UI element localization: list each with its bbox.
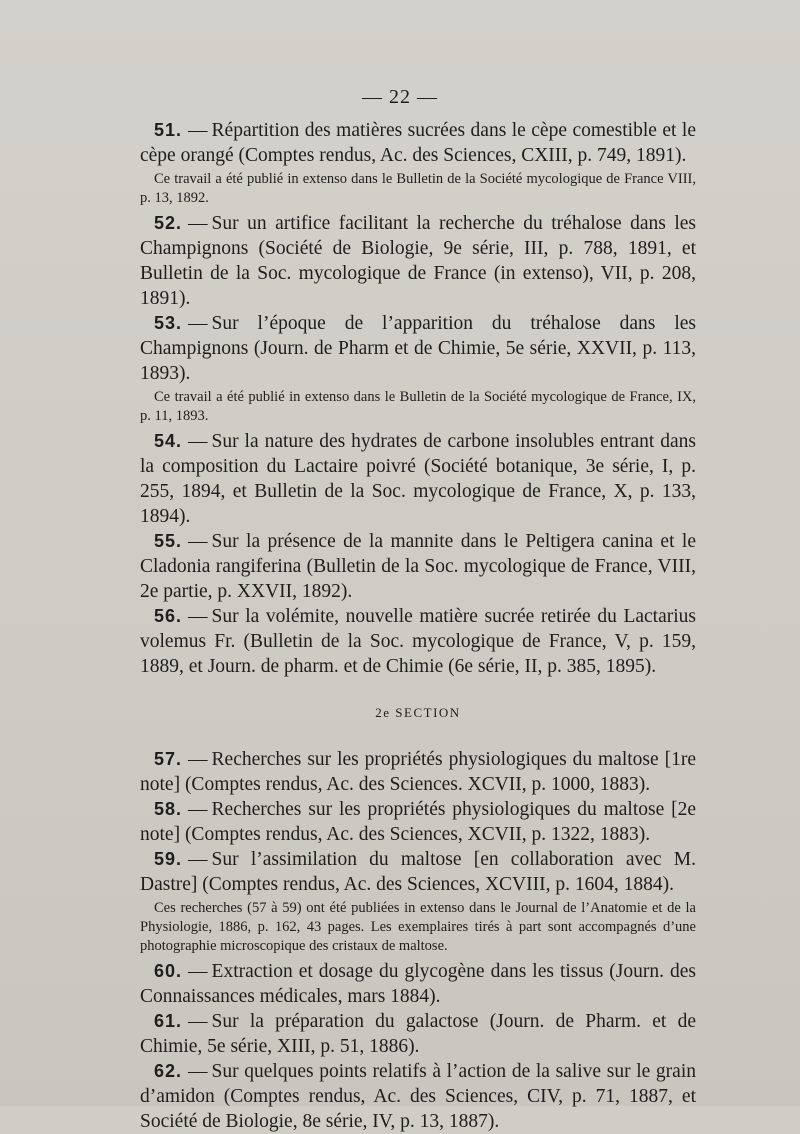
entry-text: Sur l’époque de l’apparition du tréhalose dans les Champignons (Journ. de Pharm et de Chimie, 5e série, XXVII, p. 113, 1893).	[140, 313, 696, 384]
bibliography-entry: 56. — Sur la volémite, nouvelle matière sucrée retirée du Lactarius volemus Fr. (Bulletin de la Soc. mycologique de France, V, p. 159, 1889, et Journ. de pharm. et de Chimie (6e série, II, p. 385, 1895).	[140, 606, 696, 677]
bibliography-entry: 51. — Répartition des matières sucrées dans le cèpe comestible et le cèpe orangé (Comptes rendus, Ac. des Sciences, CXIII, p. 749, 1891).	[140, 120, 696, 166]
entries-list-part2	[140, 747, 696, 1134]
entry-number: 51.	[154, 120, 183, 140]
entry-number: 54.	[154, 431, 183, 451]
page-number: — 22 —	[362, 86, 438, 108]
bibliography-entry: 59. — Sur l’assimilation du maltose [en collaboration avec M. Dastre] (Comptes rendus, Ac. des Sciences, XCVIII, p. 1604, 1884).	[140, 849, 696, 895]
entry-number: 53.	[154, 313, 183, 333]
entries-list-part1	[140, 118, 696, 679]
entry-number: 52.	[154, 213, 183, 233]
entry-note: Ce travail a été publié in extenso dans le Bulletin de la Société mycologique de France, IX, p. 11, 1893.	[140, 389, 696, 424]
bibliography-entry: 60. — Extraction et dosage du glycogène dans les tissus (Journ. des Connaissances médicales, mars 1884).	[140, 961, 696, 1007]
entry-text: Recherches sur les propriétés physiologiques du maltose [2e note] (Comptes rendus, Ac. des Sciences, XCVII, p. 1322, 1883).	[140, 799, 696, 845]
section-heading: 2e SECTION	[375, 705, 461, 720]
entry-text: Sur un artifice facilitant la recherche du tréhalose dans les Champignons (Société de Biologie, 9e série, III, p. 788, 1891, et Bulletin de la Soc. mycologique de France (in extenso), VII, p. 208, 1891).	[140, 213, 696, 309]
entry-text: Sur la préparation du galactose (Journ. de Pharm. et de Chimie, 5e série, XIII, p. 51, 1886).	[140, 1011, 696, 1057]
entry-number: 62.	[154, 1061, 183, 1081]
entry-text: Sur la volémite, nouvelle matière sucrée retirée du Lactarius volemus Fr. (Bulletin de la Soc. mycologique de France, V, p. 159, 1889, et Journ. de pharm. et de Chimie (6e série, II, p. 385, 1895).	[140, 606, 696, 677]
bibliography-entry: 57. — Recherches sur les propriétés physiologiques du maltose [1re note] (Comptes rendus, Ac. des Sciences. XCVII, p. 1000, 1883).	[140, 749, 696, 795]
bibliography-entry: 58. — Recherches sur les propriétés physiologiques du maltose [2e note] (Comptes rendus, Ac. des Sciences, XCVII, p. 1322, 1883).	[140, 799, 696, 845]
document-body	[140, 118, 696, 1134]
entry-note: Ce travail a été publié in extenso dans le Bulletin de la Société mycologique de France VIII, p. 13, 1892.	[140, 171, 696, 206]
entry-number: 57.	[154, 749, 183, 769]
entry-number: 59.	[154, 849, 183, 869]
entry-text: Sur la nature des hydrates de carbone insolubles entrant dans la composition du Lactaire poivré (Société botanique, 3e série, I, p. 255, 1894, et Bulletin de la Soc. mycologique de France, X, p. 133, 1894).	[140, 431, 696, 527]
bibliography-entry: 52. — Sur un artifice facilitant la recherche du tréhalose dans les Champignons (Société de Biologie, 9e série, III, p. 788, 1891, et Bulletin de la Soc. mycologique de France (in extenso), VII, p. 208, 1891).	[140, 213, 696, 309]
entry-text: Recherches sur les propriétés physiologiques du maltose [1re note] (Comptes rendus, Ac. des Sciences. XCVII, p. 1000, 1883).	[140, 749, 696, 795]
entry-number: 60.	[154, 961, 183, 981]
entry-text: Extraction et dosage du glycogène dans les tissus (Journ. des Connaissances médicales, mars 1884).	[140, 961, 696, 1007]
entry-number: 58.	[154, 799, 183, 819]
entry-text: Répartition des matières sucrées dans le cèpe comestible et le cèpe orangé (Comptes rendus, Ac. des Sciences, CXIII, p. 749, 1891).	[140, 120, 696, 166]
entry-number: 56.	[154, 606, 183, 626]
bibliography-entry: 54. — Sur la nature des hydrates de carbone insolubles entrant dans la composition du Lactaire poivré (Société botanique, 3e série, I, p. 255, 1894, et Bulletin de la Soc. mycologique de France, X, p. 133, 1894).	[140, 431, 696, 527]
entry-number: 61.	[154, 1011, 183, 1031]
entry-text: Sur la présence de la mannite dans le Peltigera canina et le Cladonia rangiferina (Bulletin de la Soc. mycologique de France, VIII, 2e partie, p. XXVII, 1892).	[140, 531, 696, 602]
bibliography-entry: 62. — Sur quelques points relatifs à l’action de la salive sur le grain d’amidon (Comptes rendus, Ac. des Sciences, CIV, p. 71, 1887, et Société de Biologie, 8e série, IV, p. 13, 1887).	[140, 1061, 696, 1132]
entry-note: Ces recherches (57 à 59) ont été publiées in extenso dans le Journal de l’Anatomie et de la Physiologie, 1886, p. 162, 43 pages. Les exemplaires tirés à part sont accompagnés d’une photographie microscopique des cristaux de maltose.	[140, 900, 696, 954]
entry-text: Sur l’assimilation du maltose [en collaboration avec M. Dastre] (Comptes rendus, Ac. des Sciences, XCVIII, p. 1604, 1884).	[140, 849, 696, 895]
bibliography-entry: 53. — Sur l’époque de l’apparition du tréhalose dans les Champignons (Journ. de Pharm et de Chimie, 5e série, XXVII, p. 113, 1893).	[140, 313, 696, 384]
entry-text: Sur quelques points relatifs à l’action de la salive sur le grain d’amidon (Comptes rendus, Ac. des Sciences, CIV, p. 71, 1887, et Société de Biologie, 8e série, IV, p. 13, 1887).	[140, 1061, 696, 1132]
bibliography-entry: 55. — Sur la présence de la mannite dans le Peltigera canina et le Cladonia rangiferina (Bulletin de la Soc. mycologique de France, VIII, 2e partie, p. XXVII, 1892).	[140, 531, 696, 602]
bibliography-entry: 61. — Sur la préparation du galactose (Journ. de Pharm. et de Chimie, 5e série, XIII, p. 51, 1886).	[140, 1011, 696, 1057]
entry-number: 55.	[154, 531, 183, 551]
